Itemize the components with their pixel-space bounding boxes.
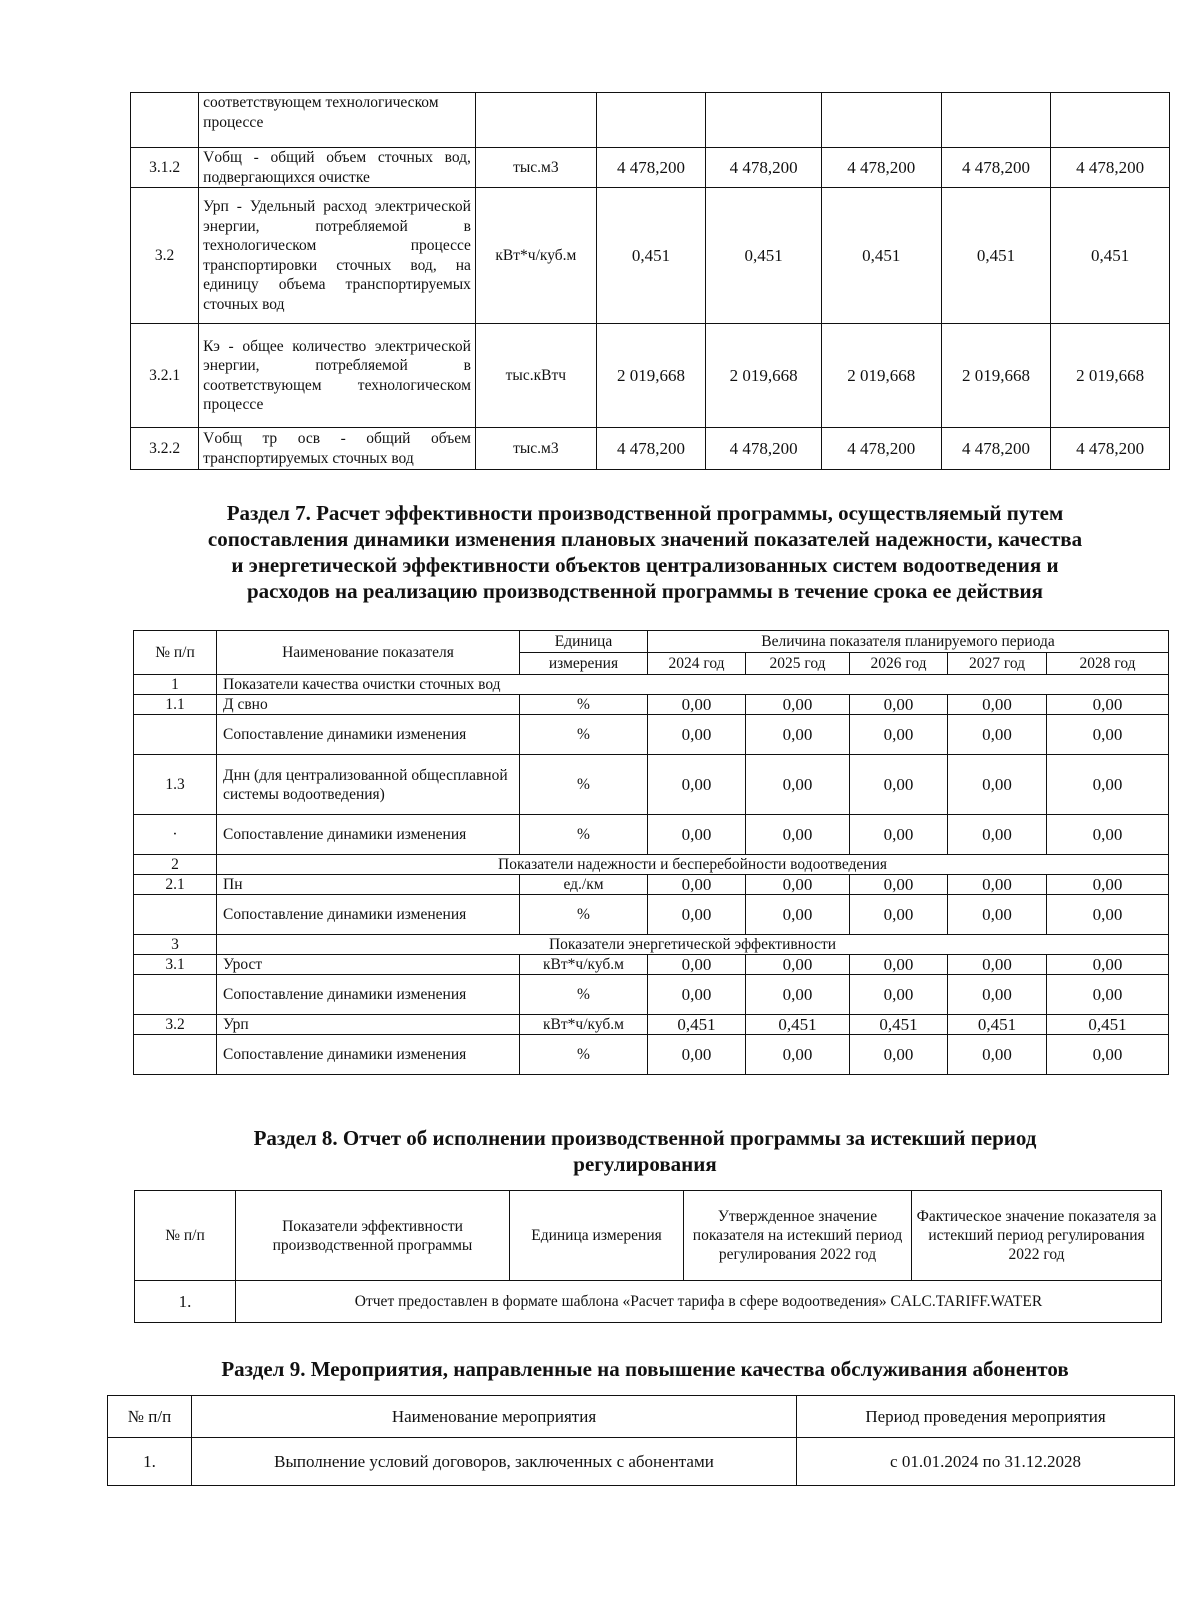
table-row: 3.1.2 Vобщ - общий объем сточных вод, подвергающихся очистке тыс.м3 4 478,200 4 478,200 4 478,200 4 478,200 4 478,200 <box>131 148 1170 188</box>
table-row: 3.2.2 Vобщ тр осв - общий объем транспортируемых сточных вод тыс.м3 4 478,200 4 478,200 4 478,200 4 478,200 4 478,200 <box>131 428 1170 470</box>
indicators-continuation-table <box>130 92 1170 470</box>
table-row: 3.1 Урост кВт*ч/куб.м 0,00 0,00 0,00 0,00 0,00 <box>134 955 1169 975</box>
execution-report-table <box>134 1190 1162 1323</box>
group-row: 1 Показатели качества очистки сточных вод <box>134 675 1169 695</box>
table-row: 1. Выполнение условий договоров, заключенных с абонентами с 01.01.2024 по 31.12.2028 <box>108 1438 1175 1486</box>
table-row: соответствующем технологическом процессе <box>131 93 1170 148</box>
table-header-row: измерения 2024 год 2025 год 2026 год 2027 год 2028 год <box>134 653 1169 675</box>
table-row: Сопоставление динамики изменения % 0,00 0,00 0,00 0,00 0,00 <box>134 715 1169 755</box>
table-header-row: № п/п Наименование показателя Единица Величина показателя планируемого периода <box>134 631 1169 653</box>
table-row: 3.2.1 Кэ - общее количество электрической энергии, потребляемой в соответствующем технологическом процессе тыс.кВтч 2 019,668 2 019,668 2 019,668 2 019,668 2 019,668 <box>131 324 1170 428</box>
efficiency-calculation-table <box>133 630 1169 1075</box>
table-row: 3.2 Урп - Удельный расход электрической энергии, потребляемой в технологическом процессе транспортировки сточных вод, на единицу объема транспортируемых сточных вод кВт*ч/куб.м 0,451 0,451 0,451 0,451 0,451 <box>131 188 1170 324</box>
section7-title: Раздел 7. Расчет эффективности производственной программы, осуществляемый путем сопоставления динамики изменения плановых значений показателей надежности, качества и энергетической эффективности объектов централизованных систем водоотведения и расходов на реализацию производственной программы в течение срока ее действия <box>207 501 1083 603</box>
table-row: 1.3 Днн (для централизованной общесплавной системы водоотведения) % 0,00 0,00 0,00 0,00 0,00 <box>134 755 1169 815</box>
table-row: Сопоставление динамики изменения % 0,00 0,00 0,00 0,00 0,00 <box>134 1035 1169 1075</box>
section8-title: Раздел 8. Отчет об исполнении производственной программы за истекший период регулирования <box>253 1126 1037 1176</box>
table-row: 1. Отчет предоставлен в формате шаблона «Расчет тарифа в сфере водоотведения» CALC.TARIFF.WATER <box>135 1281 1162 1323</box>
table-row: Сопоставление динамики изменения % 0,00 0,00 0,00 0,00 0,00 <box>134 975 1169 1015</box>
group-row: 2 Показатели надежности и бесперебойности водоотведения <box>134 855 1169 875</box>
group-row: 3 Показатели энергетической эффективности <box>134 935 1169 955</box>
table-header-row: № п/п Показатели эффективности производственной программы Единица измерения Утвержденное значение показателя на истекший период регулирования 2022 год Фактическое значение показателя за истекший период регулирования 2022 год <box>135 1191 1162 1281</box>
table-row: 3.2 Урп кВт*ч/куб.м 0,451 0,451 0,451 0,451 0,451 <box>134 1015 1169 1035</box>
section9-title: Раздел 9. Мероприятия, направленные на повышение качества обслуживания абонентов <box>221 1357 1069 1381</box>
customer-service-measures-table <box>107 1395 1175 1486</box>
table-header-row: № п/п Наименование мероприятия Период проведения мероприятия <box>108 1396 1175 1438</box>
table-row: 1.1 Д свно % 0,00 0,00 0,00 0,00 0,00 <box>134 695 1169 715</box>
table-row: Сопоставление динамики изменения % 0,00 0,00 0,00 0,00 0,00 <box>134 895 1169 935</box>
table-row: · Сопоставление динамики изменения % 0,00 0,00 0,00 0,00 0,00 <box>134 815 1169 855</box>
table-row: 2.1 Пн ед./км 0,00 0,00 0,00 0,00 0,00 <box>134 875 1169 895</box>
